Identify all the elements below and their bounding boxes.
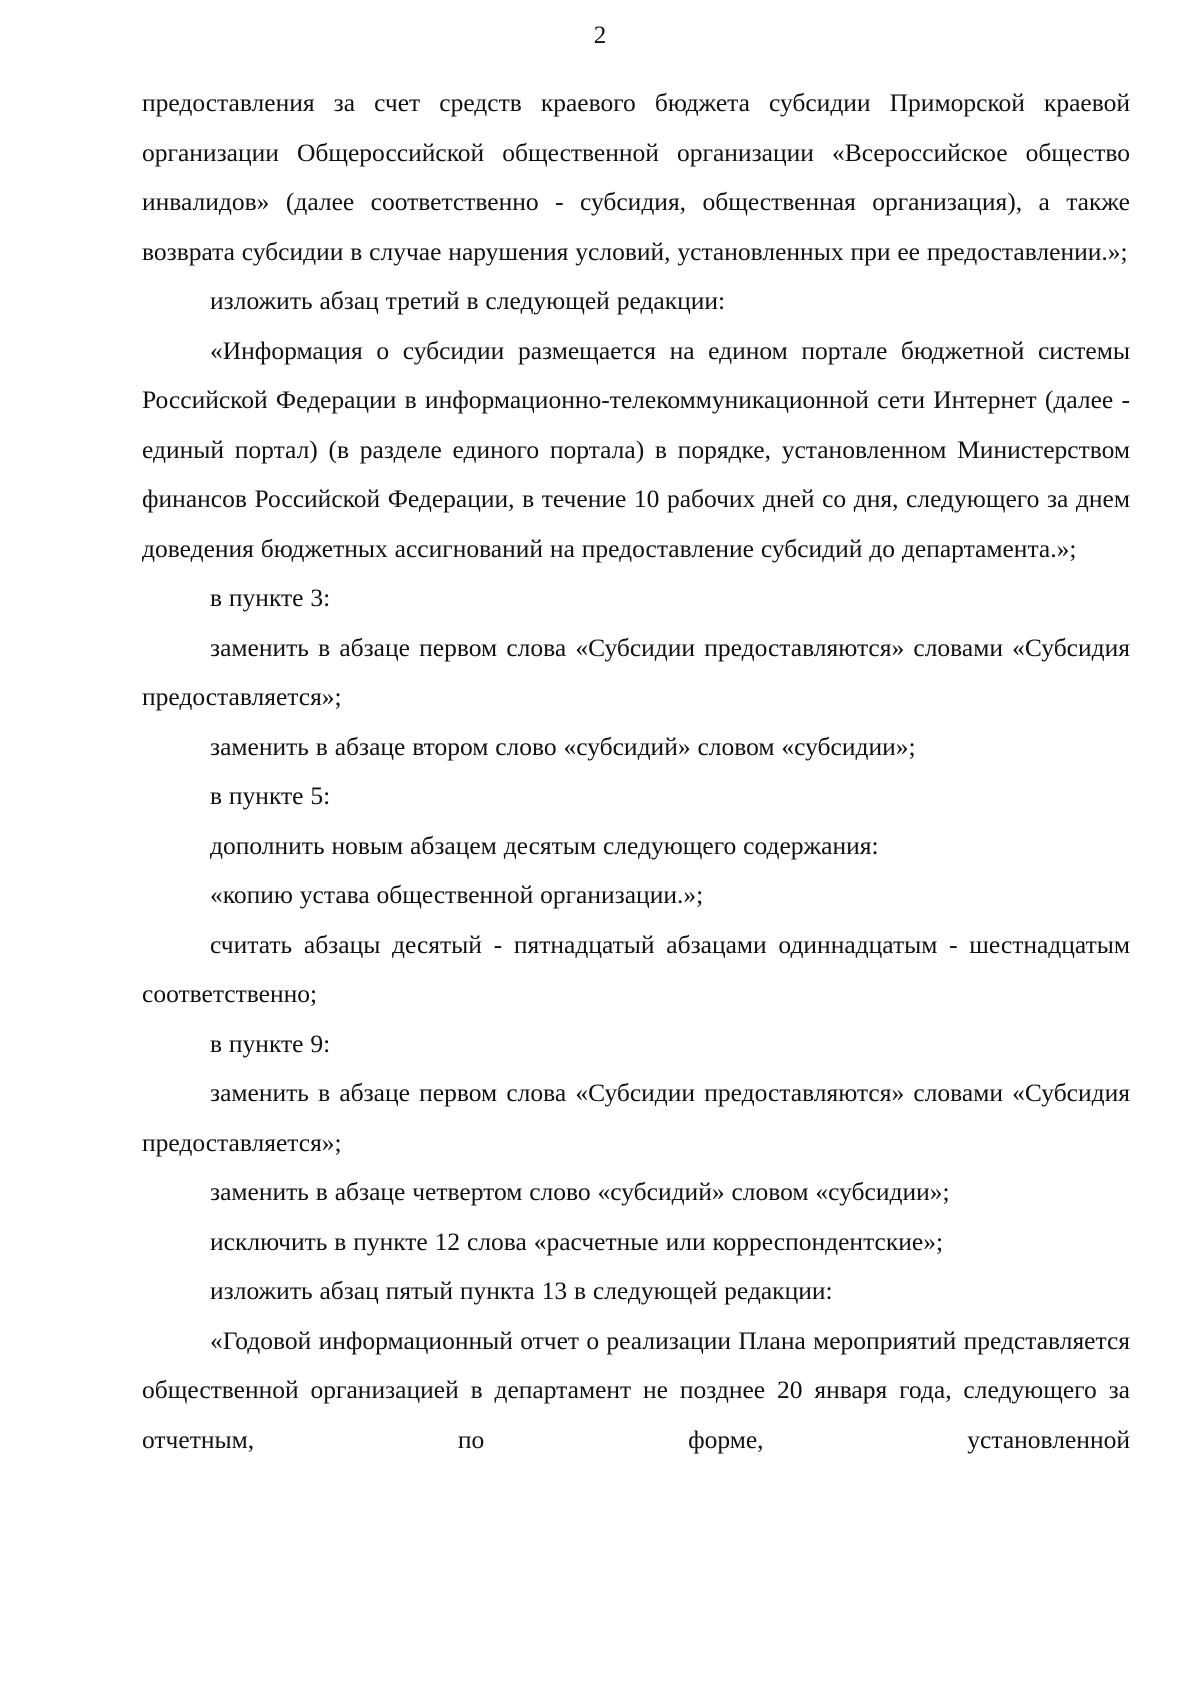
paragraph-instruction: изложить абзац пятый пункта 13 в следующей редакции: (210, 1276, 833, 1305)
paragraph-instruction: заменить в абзаце первом слова «Субсидии предоставляются» словами «Субсидия предоставляется»; (142, 632, 1130, 711)
page-number: 2 (593, 22, 607, 49)
paragraph-section-ref: в пункте 3: (210, 583, 331, 612)
paragraph-instruction: считать абзацы десятый - пятнадцатый абзацами одиннадцатым - шестнадцатым соответственно; (142, 929, 1130, 1008)
paragraph-continuation: предоставления за счет средств краевого бюджета субсидии Приморской краевой организации Общероссийской общественной организации «Всероссийское общество инвалидов» (далее соответственно - субсидия, общественная организация), а также возврата субсидии в случае нарушения условий, установленных при ее предоставлении.»; (142, 88, 1130, 266)
paragraph-instruction: изложить абзац третий в следующей редакции: (210, 286, 726, 315)
paragraph-instruction: дополнить новым абзацем десятым следующего содержания: (210, 830, 879, 860)
paragraph-quoted-text: «копию устава общественной организации.»; (210, 880, 704, 909)
document-body (142, 78, 1130, 1464)
paragraph-section-ref: в пункте 5: (210, 781, 331, 810)
paragraph-quoted-text: «Годовой информационный отчет о реализации Плана мероприятий представляется общественной организацией в департамент не позднее 20 января года, следующего за отчетным, по форме, установленной (142, 1325, 1130, 1454)
paragraph-instruction: исключить в пункте 12 слова «расчетные или корреспондентские»; (210, 1226, 944, 1256)
paragraph-section-ref: в пункте 9: (210, 1028, 331, 1058)
paragraph-instruction: заменить в абзаце первом слова «Субсидии предоставляются» словами «Субсидия предоставляется»; (142, 1078, 1130, 1157)
paragraph-quoted-text: «Информация о субсидии размещается на едином портале бюджетной системы Российской Федерации в информационно-телекоммуникационной сети Интернет (далее - единый портал) (в разделе единого портала) в порядке, установленном Министерством финансов Российской Федерации, в течение 10 рабочих дней со дня, следующего за днем доведения бюджетных ассигнований на предоставление субсидий до департамента.»; (142, 335, 1130, 563)
paragraph-instruction: заменить в абзаце втором слово «субсидий» словом «субсидии»; (210, 731, 916, 761)
paragraph-instruction: заменить в абзаце четвертом слово «субсидий» словом «субсидии»; (210, 1177, 950, 1206)
